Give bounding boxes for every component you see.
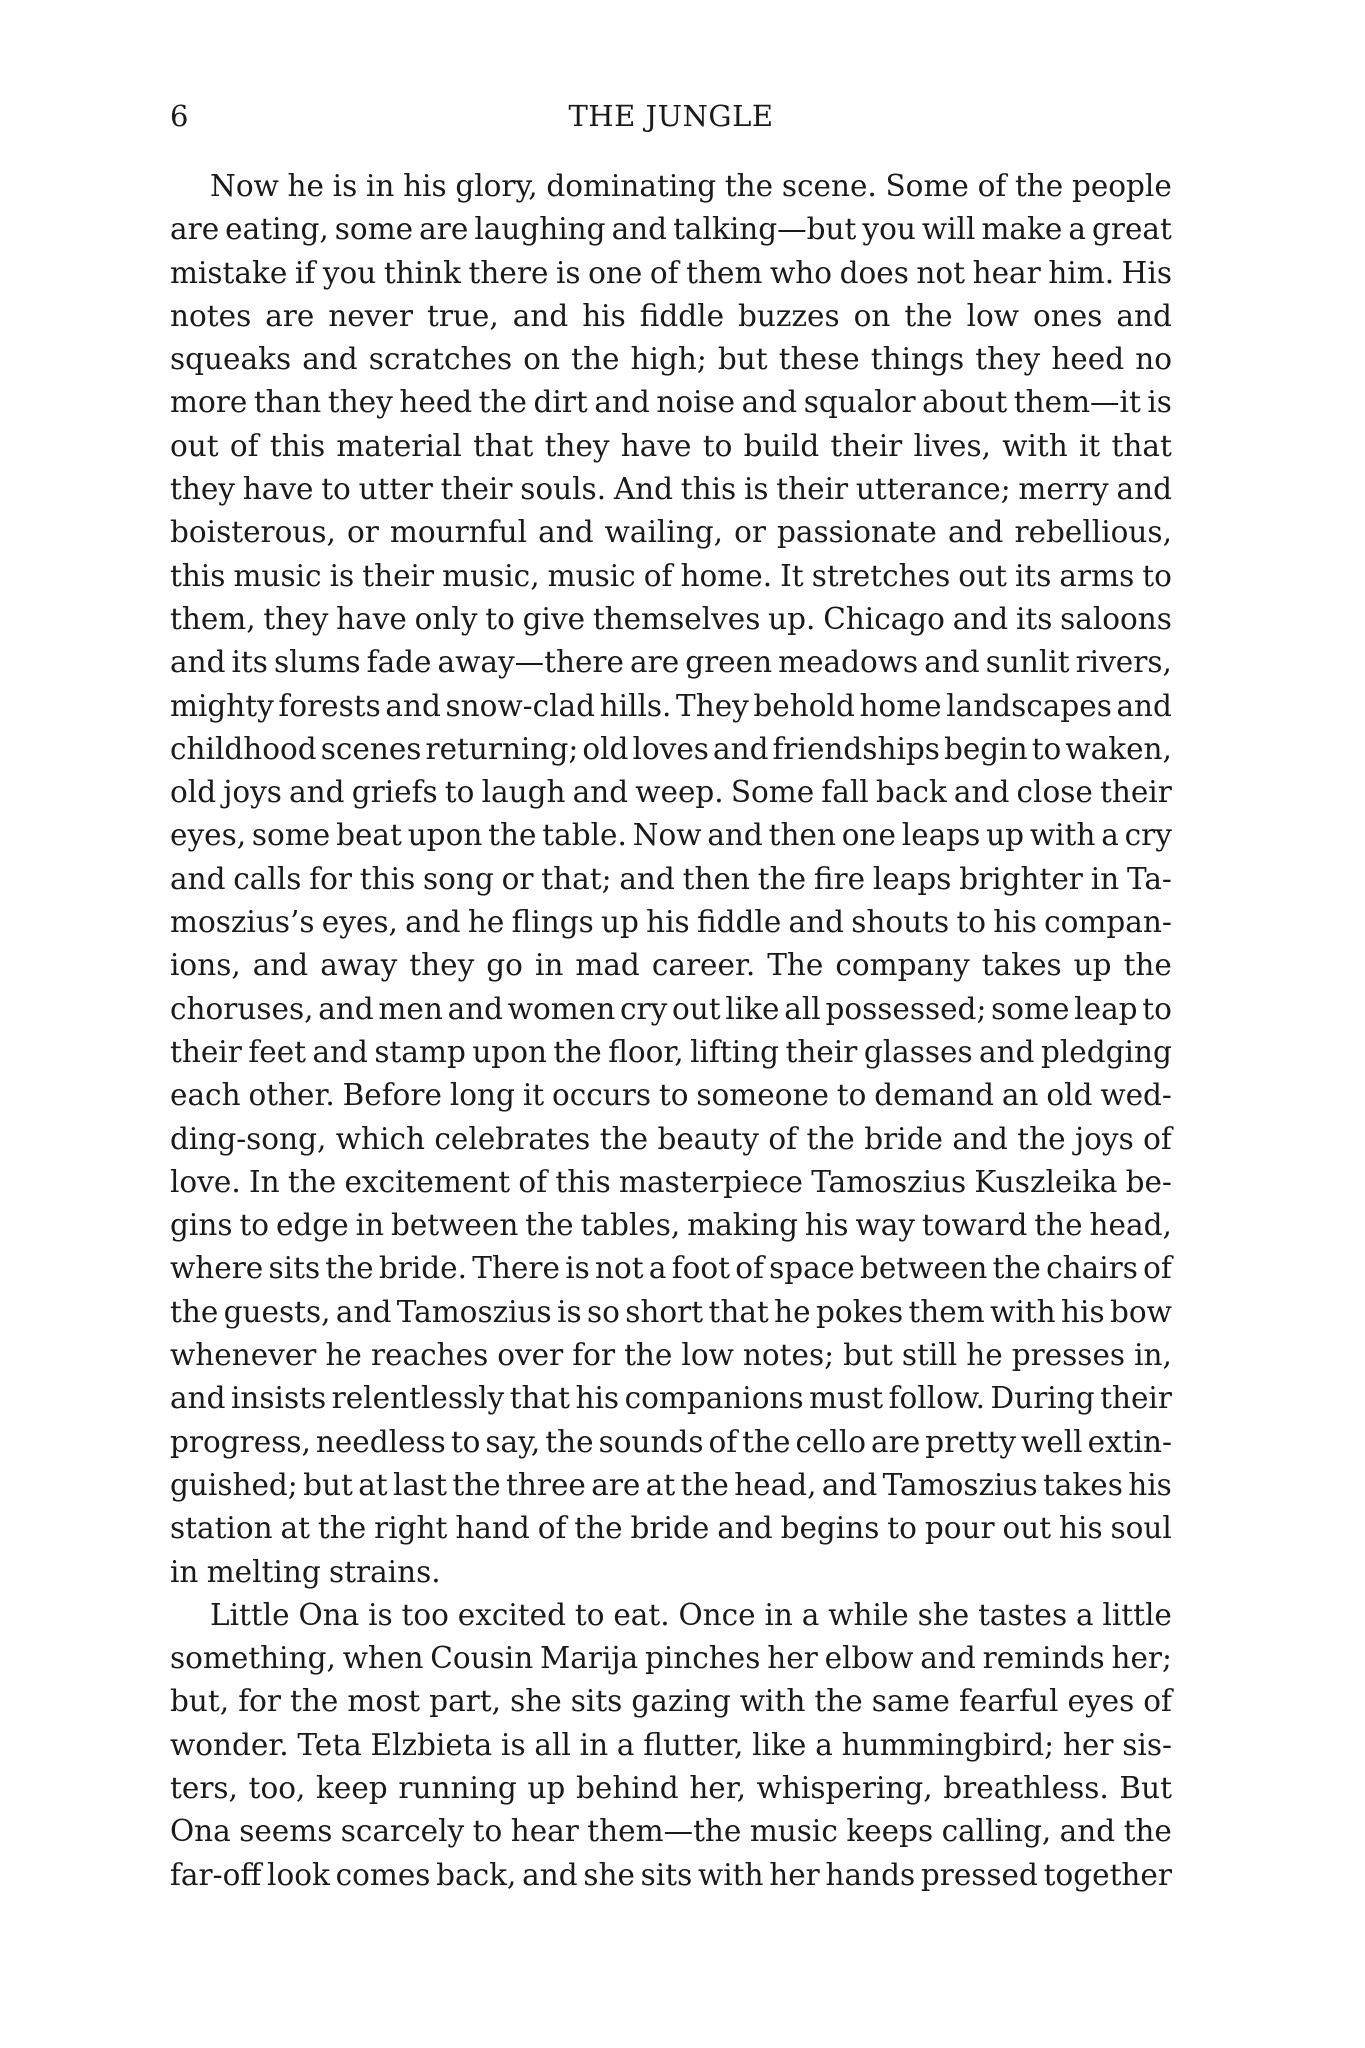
text-line: boisterous, or mournful and wailing, or passionate and rebellious, <box>170 515 1172 550</box>
paragraph <box>170 1594 1172 1897</box>
text-line: are eating, some are laughing and talking—but you will make a great <box>170 212 1172 247</box>
text-line: they have to utter their souls. And this is their utterance; merry and <box>170 472 1172 507</box>
text-line: Ona seems scarcely to hear them—the music keeps calling, and the <box>170 1814 1172 1849</box>
text-line: ions, and away they go in mad career. The company takes up the <box>170 948 1172 983</box>
text-line: mistake if you think there is one of them who does not hear him. His <box>170 255 1172 290</box>
text-line: and its slums fade away—there are green meadows and sunlit rivers, <box>170 645 1172 680</box>
text-line: something, when Cousin Marija pinches her elbow and reminds her; <box>170 1641 1172 1676</box>
text-line: guished; but at last the three are at the head, and Tamoszius takes his <box>170 1467 1172 1502</box>
text-line: but, for the most part, she sits gazing with the same fearful eyes of <box>170 1684 1172 1719</box>
text-line: mighty forests and snow-clad hills. They behold home landscapes and <box>170 688 1172 723</box>
text-line: this music is their music, music of home. It stretches out its arms to <box>170 558 1172 593</box>
text-line: ding-song, which celebrates the beauty of the bride and the joys of <box>170 1121 1172 1156</box>
text-line: whenever he reaches over for the low notes; but still he presses in, <box>170 1338 1172 1373</box>
text-line: their feet and stamp upon the floor, lifting their glasses and pledging <box>170 1034 1172 1069</box>
text-line: ters, too, keep running up behind her, whispering, breathless. But <box>170 1770 1172 1805</box>
text-line: Little Ona is too excited to eat. Once in a while she tastes a little <box>210 1597 1172 1632</box>
text-line: far-off look comes back, and she sits with her hands pressed together <box>170 1857 1172 1892</box>
paragraph <box>170 165 1172 1594</box>
text-line: wonder. Teta Elzbieta is all in a flutter, like a hummingbird; her sis- <box>170 1727 1172 1762</box>
text-line: and insists relentlessly that his companions must follow. During their <box>170 1381 1172 1416</box>
text-line: where sits the bride. There is not a foot of space between the chairs of <box>170 1251 1172 1286</box>
page-number: 6 <box>170 99 189 133</box>
text-line: eyes, some beat upon the table. Now and then one leaps up with a cry <box>170 818 1172 853</box>
text-line: gins to edge in between the tables, making his way toward the head, <box>170 1208 1172 1243</box>
text-line: and calls for this song or that; and then the fire leaps brighter in Ta- <box>170 861 1172 896</box>
text-line: choruses, and men and women cry out like all possessed; some leap to <box>170 991 1172 1026</box>
text-line: the guests, and Tamoszius is so short that he pokes them with his bow <box>170 1294 1172 1329</box>
book-title: THE JUNGLE <box>568 99 774 133</box>
text-line: them, they have only to give themselves up. Chicago and its saloons <box>170 601 1172 636</box>
running-head <box>170 94 1172 138</box>
text-line: more than they heed the dirt and noise and squalor about them—it is <box>170 385 1172 420</box>
text-line: Now he is in his glory, dominating the scene. Some of the people <box>210 169 1172 203</box>
text-line: each other. Before long it occurs to someone to demand an old wed- <box>170 1078 1172 1113</box>
text-line: moszius’s eyes, and he flings up his fiddle and shouts to his compan- <box>170 905 1172 940</box>
text-line: progress, needless to say, the sounds of the cello are pretty well extin- <box>170 1424 1172 1459</box>
text-line: notes are never true, and his fiddle buzzes on the low ones and <box>170 298 1172 333</box>
text-line: squeaks and scratches on the high; but these things they heed no <box>170 342 1172 377</box>
body-text <box>170 165 1172 1897</box>
text-line: love. In the excitement of this masterpiece Tamoszius Kuszleika be- <box>170 1164 1172 1199</box>
text-line: childhood scenes returning; old loves and friendships begin to waken, <box>170 731 1172 766</box>
text-line: station at the right hand of the bride and begins to pour out his soul <box>170 1511 1172 1546</box>
text-line: out of this material that they have to build their lives, with it that <box>170 428 1172 463</box>
text-line: old joys and griefs to laugh and weep. Some fall back and close their <box>170 775 1172 810</box>
text-line: in melting strains. <box>170 1554 441 1589</box>
